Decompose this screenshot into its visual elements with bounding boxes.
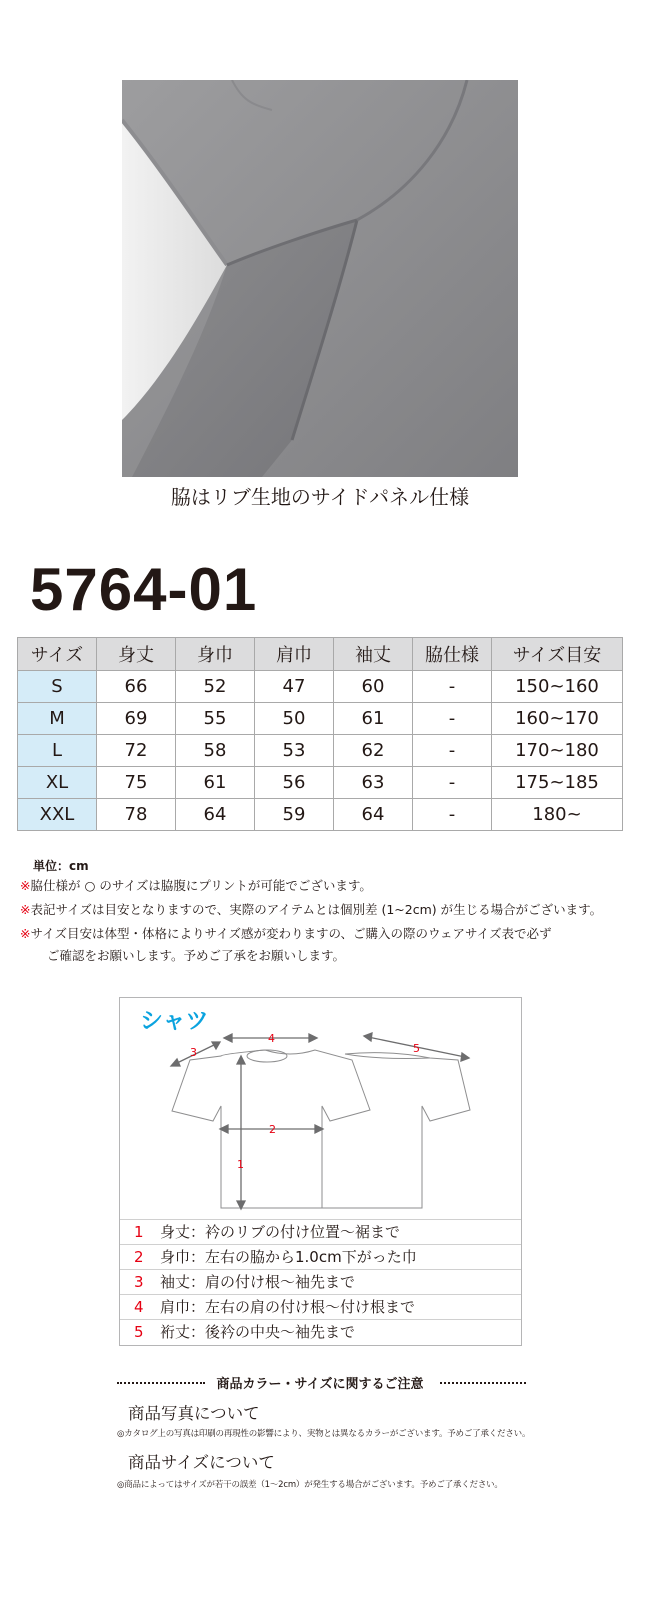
- table-cell: 66: [97, 671, 176, 703]
- table-cell: 150~160: [492, 671, 623, 703]
- table-header: 身丈: [97, 638, 176, 671]
- table-cell: 180~: [492, 799, 623, 831]
- diagram-label-1: 1: [237, 1158, 244, 1171]
- note: [20, 877, 372, 895]
- unit-label: 単位：cm: [33, 859, 89, 873]
- table-cell: 50: [255, 703, 334, 735]
- table-row: [18, 703, 623, 735]
- product-photo: [122, 80, 518, 477]
- note-text: 脇仕様が ○ のサイズは脇腹にプリントが可能でございます。: [30, 878, 372, 893]
- legend-num: 3: [134, 1273, 144, 1291]
- size-label: XL: [18, 767, 97, 799]
- table-row: [18, 767, 623, 799]
- diagram-label-2: 2: [269, 1123, 276, 1136]
- table-cell: 72: [97, 735, 176, 767]
- legend-row: [120, 1294, 521, 1319]
- legend-row: [120, 1244, 521, 1269]
- note-mark: ※: [20, 926, 31, 941]
- table-cell: 69: [97, 703, 176, 735]
- table-cell: 75: [97, 767, 176, 799]
- legend-num: 1: [134, 1223, 144, 1241]
- size-note: ◎商品によってはサイズが若干の誤差（1～2cm）が発生する場合がございます。予めご了承ください。: [117, 1480, 503, 1490]
- legend-num: 2: [134, 1248, 144, 1266]
- table-row: [18, 799, 623, 831]
- table-header: サイズ目安: [492, 638, 623, 671]
- size-label: XXL: [18, 799, 97, 831]
- table-cell: 63: [334, 767, 413, 799]
- table-cell: 55: [176, 703, 255, 735]
- photo-caption: 脇はリブ生地のサイドパネル仕様: [170, 485, 470, 509]
- note-text: サイズ目安は体型・体格によりサイズ感が変わりますの、ご購入の際のウェアサイズ表で必ず: [30, 926, 552, 941]
- photo-heading: 商品写真について: [128, 1404, 260, 1423]
- table-cell: 61: [176, 767, 255, 799]
- table-cell: 47: [255, 671, 334, 703]
- table-cell: -: [413, 735, 492, 767]
- size-table: [17, 637, 623, 831]
- legend-text: 身丈：衿のリブの付け位置～裾まで: [160, 1223, 401, 1241]
- table-cell: 53: [255, 735, 334, 767]
- model-number: 5764-01: [30, 556, 258, 623]
- size-label: M: [18, 703, 97, 735]
- table-cell: 56: [255, 767, 334, 799]
- legend-text: 裄丈：後衿の中央～袖先まで: [160, 1323, 356, 1341]
- legend-text: 身巾：左右の脇から1.0cm下がった巾: [160, 1248, 417, 1266]
- legend-row: [120, 1219, 521, 1244]
- size-label: L: [18, 735, 97, 767]
- table-header: 袖丈: [334, 638, 413, 671]
- diagram-title: シャツ: [140, 1008, 209, 1034]
- table-cell: -: [413, 799, 492, 831]
- table-header: 身巾: [176, 638, 255, 671]
- table-cell: 58: [176, 735, 255, 767]
- note-mark: ※: [20, 878, 31, 893]
- size-label: S: [18, 671, 97, 703]
- diagram-label-4: 4: [268, 1032, 275, 1045]
- legend-text: 肩巾：左右の肩の付け根～付け根まで: [160, 1298, 416, 1316]
- note-continuation: ご確認をお願いします。予めご了承をお願いします。: [47, 948, 346, 963]
- table-cell: 160~170: [492, 703, 623, 735]
- table-header: 脇仕様: [413, 638, 492, 671]
- caution-title: 商品カラー・サイズに関するご注意: [216, 1377, 424, 1392]
- legend-num: 4: [134, 1298, 144, 1316]
- table-cell: 64: [176, 799, 255, 831]
- note-text: 表記サイズは目安となりますので、実際のアイテムとは個別差 (1~2cm) が生じる場合がございます。: [30, 902, 603, 917]
- table-cell: 61: [334, 703, 413, 735]
- legend-num: 5: [134, 1323, 144, 1341]
- table-cell: -: [413, 703, 492, 735]
- size-heading: 商品サイズについて: [128, 1453, 275, 1472]
- table-cell: 175~185: [492, 767, 623, 799]
- table-cell: 78: [97, 799, 176, 831]
- table-cell: -: [413, 671, 492, 703]
- table-cell: 52: [176, 671, 255, 703]
- note-mark: ※: [20, 902, 31, 917]
- note: [20, 925, 552, 943]
- photo-note: ◎カタログ上の写真は印刷の再現性の影響により、実物とは異なるカラーがございます。予めご了承ください。: [117, 1429, 531, 1439]
- legend-row: [120, 1269, 521, 1294]
- table-cell: -: [413, 767, 492, 799]
- table-header: サイズ: [18, 638, 97, 671]
- table-row: [18, 735, 623, 767]
- table-cell: 64: [334, 799, 413, 831]
- legend-row: [120, 1319, 521, 1344]
- table-header: 肩巾: [255, 638, 334, 671]
- table-cell: 170~180: [492, 735, 623, 767]
- diagram-label-5: 5: [413, 1042, 420, 1055]
- table-cell: 60: [334, 671, 413, 703]
- table-cell: 62: [334, 735, 413, 767]
- table-row: [18, 671, 623, 703]
- note: [20, 901, 602, 919]
- legend-text: 袖丈：肩の付け根～袖先まで: [160, 1273, 356, 1291]
- table-header-row: [18, 638, 623, 671]
- table-cell: 59: [255, 799, 334, 831]
- diagram-label-3: 3: [190, 1046, 197, 1059]
